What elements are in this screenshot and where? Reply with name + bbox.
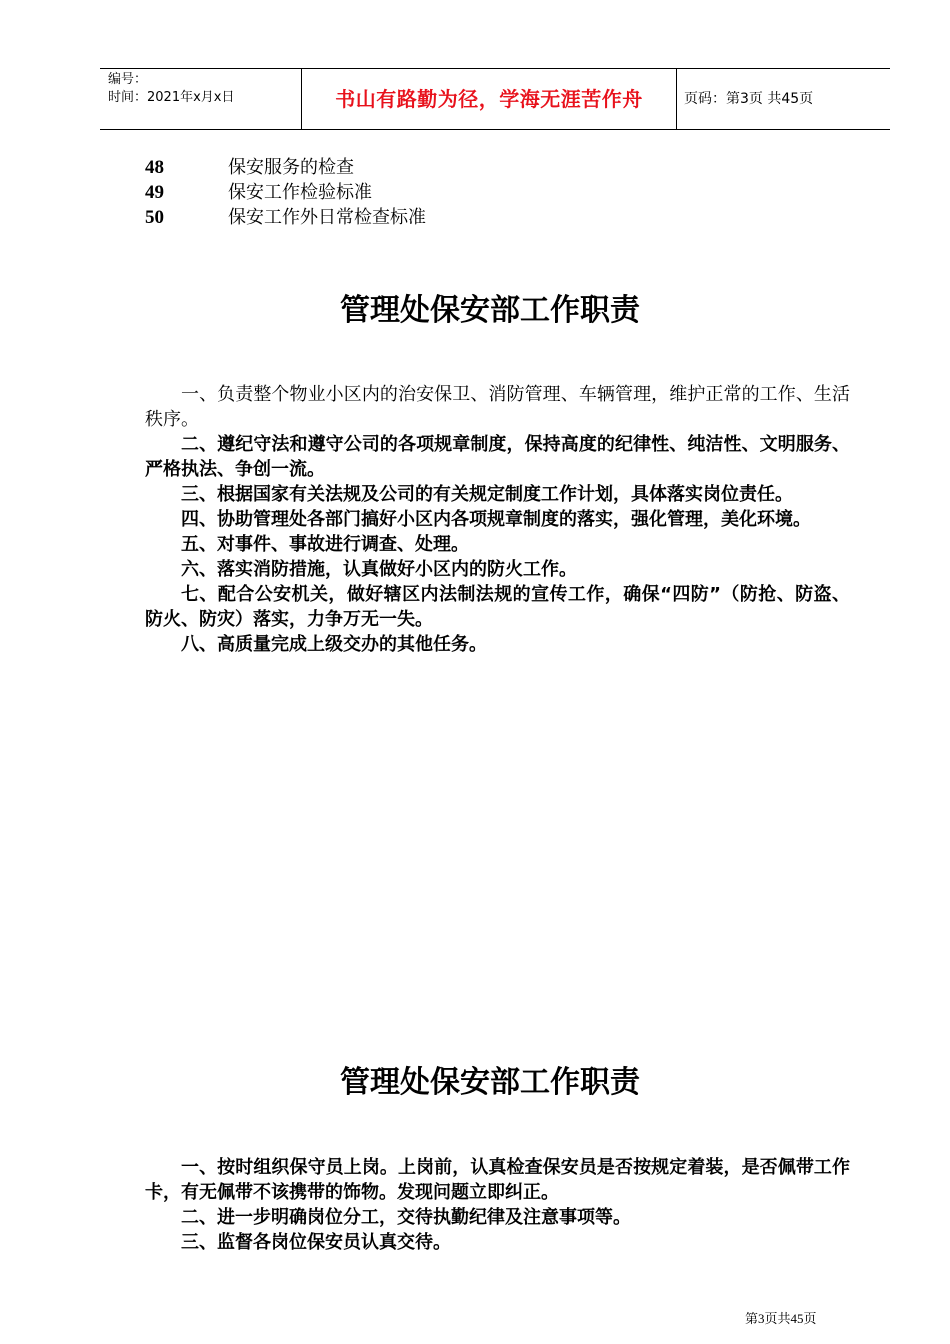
section-body: [145, 382, 850, 657]
paragraph: 五、对事件、事故进行调查、处理。: [181, 534, 469, 555]
time-label: 时间：2021年x月x日: [108, 90, 235, 105]
paragraph: 二、遵纪守法和遵守公司的各项规章制度，保持高度的纪律性、纯洁性、文明服务、严格执法、争创一流。: [145, 434, 850, 480]
paragraph: 二、进一步明确岗位分工，交待执勤纪律及注意事项等。: [181, 1207, 631, 1228]
serial-label: 编号：: [108, 72, 148, 87]
toc-text: 保安工作外日常检查标准: [228, 207, 426, 228]
toc-text: 保安工作检验标准: [228, 182, 372, 203]
paragraph: 三、根据国家有关法规及公司的有关规定制度工作计划，具体落实岗位责任。: [181, 484, 793, 505]
paragraph: 四、协助管理处各部门搞好小区内各项规章制度的落实，强化管理，美化环境。: [181, 509, 811, 530]
header-page-info: 页码：第3页 共45页: [684, 91, 814, 107]
section-body: [145, 1155, 850, 1255]
paragraph: 三、监督各岗位保安员认真交待。: [181, 1232, 451, 1253]
paragraph: 一、负责整个物业小区内的治安保卫、消防管理、车辆管理，维护正常的工作、生活秩序。: [145, 384, 850, 430]
header-motto: 书山有路勤为径，学海无涯苦作舟: [301, 69, 677, 129]
footer-page-info: 第3页共45页: [745, 1311, 817, 1326]
toc-text: 保安服务的检查: [228, 157, 354, 178]
toc-number: 48: [145, 157, 164, 178]
paragraph: 七、配合公安机关，做好辖区内法制法规的宣传工作，确保“四防”（防抢、防盗、防火、防灾）落实，力争万无一失。: [145, 584, 850, 630]
paragraph: 六、落实消防措施，认真做好小区内的防火工作。: [181, 559, 577, 580]
toc-item: [145, 205, 745, 230]
document-header: [100, 68, 890, 130]
toc-list: [145, 155, 745, 230]
section-title: 管理处保安部工作职责: [340, 293, 640, 328]
paragraph: 八、高质量完成上级交办的其他任务。: [181, 634, 487, 655]
paragraph: 一、按时组织保守员上岗。上岗前，认真检查保安员是否按规定着装，是否佩带工作卡，有无佩带不该携带的饰物。发现问题立即纠正。: [145, 1157, 850, 1203]
toc-item: [145, 155, 745, 180]
toc-item: [145, 180, 745, 205]
toc-number: 50: [145, 207, 164, 228]
toc-number: 49: [145, 182, 164, 203]
section-title: 管理处保安部工作职责: [340, 1065, 640, 1100]
header-meta: [100, 69, 300, 129]
